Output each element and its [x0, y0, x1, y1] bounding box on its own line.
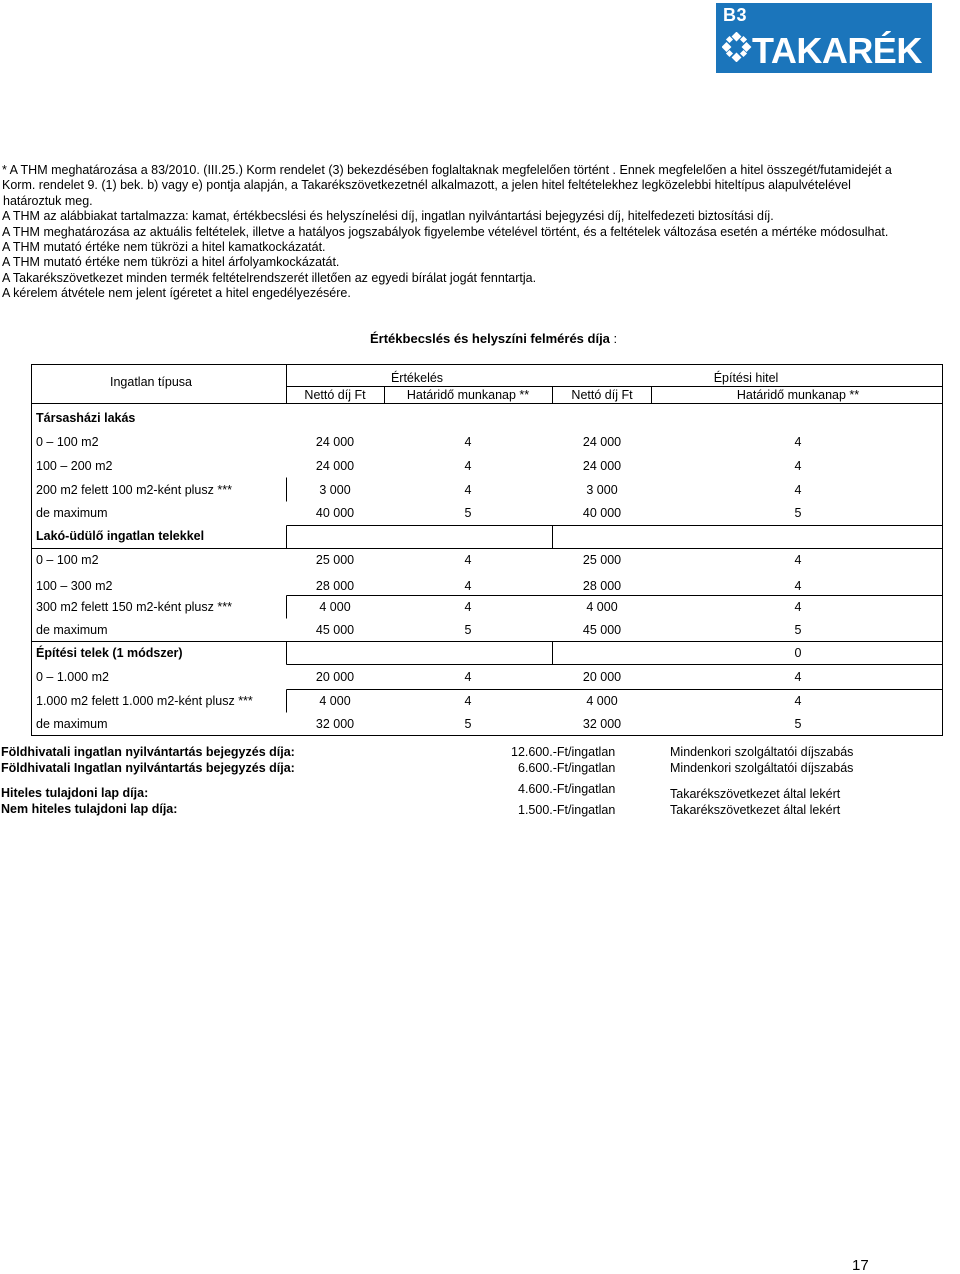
- fee-note: Mindenkori szolgáltatói díjszabás: [670, 761, 854, 775]
- fee-label: Hiteles tulajdoni lap díja:: [1, 786, 149, 800]
- cell-netto-2: 3 000: [586, 483, 618, 497]
- cell-netto-2: 25 000: [582, 553, 622, 567]
- cell-netto-1: 32 000: [315, 717, 355, 731]
- fee-note: Takarékszövetkezet által lekért: [670, 803, 841, 817]
- row-label: 100 – 300 m2: [36, 579, 113, 593]
- header-group-epitesi-hitel: Építési hitel: [713, 371, 779, 385]
- cell-hatarido-2: 0: [794, 646, 802, 660]
- cell-hatarido-2: 4: [794, 600, 802, 614]
- logo-mark-icon: [722, 32, 752, 62]
- note-line: A THM mutató értéke nem tükrözi a hitel árfolyamkockázatát.: [2, 255, 340, 270]
- cell-hatarido-2: 4: [794, 694, 802, 708]
- row-label: 100 – 200 m2: [36, 459, 113, 473]
- cell-netto-2: 24 000: [582, 435, 622, 449]
- cell-netto-1: 4 000: [319, 694, 351, 708]
- cell-netto-1: 4 000: [319, 600, 351, 614]
- note-line: határoztuk meg.: [3, 193, 93, 208]
- row-label: de maximum: [36, 506, 108, 520]
- fee-amount: 4.600.-Ft/ingatlan: [518, 782, 616, 796]
- cell-hatarido-2: 4: [794, 435, 802, 449]
- cell-hatarido-1: 4: [464, 435, 472, 449]
- cell-netto-1: 28 000: [315, 579, 355, 593]
- note-line: A THM mutató értéke nem tükrözi a hitel kamatkockázatát.: [2, 240, 326, 255]
- cell-hatarido-2: 4: [794, 459, 802, 473]
- cell-hatarido-2: 4: [794, 670, 802, 684]
- cell-netto-1: 45 000: [315, 623, 355, 637]
- heading-title: Értékbecslés és helyszíni felmérés díja: [370, 331, 610, 346]
- cell-hatarido-1: 4: [464, 579, 472, 593]
- fee-amount: 6.600.-Ft/ingatlan: [518, 761, 616, 775]
- cell-netto-2: 4 000: [586, 600, 618, 614]
- cell-netto-2: 24 000: [582, 459, 622, 473]
- row-label: 0 – 1.000 m2: [36, 670, 109, 684]
- header-ingatlan-tipusa: Ingatlan típusa: [110, 375, 193, 389]
- fee-table-heading: [370, 331, 617, 346]
- row-label: 300 m2 felett 150 m2-ként plusz ***: [36, 600, 232, 614]
- cell-netto-2: 45 000: [582, 623, 622, 637]
- cell-hatarido-1: 5: [464, 623, 472, 637]
- cell-hatarido-2: 5: [794, 506, 802, 520]
- row-label: 0 – 100 m2: [36, 553, 99, 567]
- note-line: A Takarékszövetkezet minden termék feltételrendszerét illetően az egyedi bírálat jogát fenntartja.: [2, 270, 537, 285]
- note-line: A THM meghatározása az aktuális feltételek, illetve a hatályos jogszabályok figyelembe vételével történt, és a feltételek változása esetén a mértéke módosulhat.: [2, 224, 889, 239]
- note-line: A THM az alábbiakat tartalmazza: kamat, értékbecslési és helyszínelési díj, ingatlan nyilvántartási bejegyzési díj, hitelfedezeti biztosítási díj.: [2, 209, 774, 224]
- cell-netto-2: 4 000: [586, 694, 618, 708]
- logo-b3-text: B3: [723, 5, 748, 25]
- page-number: 17: [852, 1257, 869, 1274]
- cell-hatarido-1: 4: [464, 459, 472, 473]
- row-label: de maximum: [36, 623, 108, 637]
- cell-hatarido-2: 4: [794, 579, 802, 593]
- cell-hatarido-2: 4: [794, 553, 802, 567]
- cell-hatarido-2: 5: [794, 623, 802, 637]
- cell-hatarido-1: 4: [464, 694, 472, 708]
- cell-hatarido-1: 4: [464, 553, 472, 567]
- row-label: Társasházi lakás: [36, 411, 136, 425]
- note-line: A kérelem átvétele nem jelent ígéretet a hitel engedélyezésére.: [2, 286, 351, 301]
- cell-netto-2: 40 000: [582, 506, 622, 520]
- note-line: * A THM meghatározása a 83/2010. (III.25.) Korm rendelet (3) bekezdésében foglaltaknak megfelelően történt . Ennek megfelelően a hitel összegét/futamidejét a: [2, 163, 892, 177]
- fee-label: Földhivatali Ingatlan nyilvántartás bejegyzés díja:: [1, 761, 295, 775]
- row-label: 200 m2 felett 100 m2-ként plusz ***: [36, 483, 232, 497]
- fee-amount: 12.600.-Ft/ingatlan: [511, 745, 616, 759]
- header-col-hatarido-2: Határidő munkanap **: [736, 388, 860, 402]
- cell-netto-1: 40 000: [315, 506, 355, 520]
- fee-note: Mindenkori szolgáltatói díjszabás: [670, 745, 854, 759]
- cell-netto-1: 24 000: [315, 459, 355, 473]
- fee-label: Földhivatali ingatlan nyilvántartás bejegyzés díja:: [1, 745, 295, 759]
- header-group-ertekeles: Értékelés: [390, 371, 444, 385]
- cell-netto-2: 20 000: [582, 670, 622, 684]
- row-label: de maximum: [36, 717, 108, 731]
- header-col-netto-2: Nettó díj Ft: [571, 388, 633, 402]
- header-col-netto-1: Nettó díj Ft: [304, 388, 366, 402]
- cell-hatarido-1: 5: [464, 506, 472, 520]
- cell-hatarido-1: 4: [464, 670, 472, 684]
- note-line: Korm. rendelet 9. (1) bek. b) vagy e) pontja alapján, a Takarékszövetkezetnél alkalmazott, a jelen hitel feltételekhez legközelebbi hiteltípus alapulvételével: [2, 178, 851, 193]
- row-label: Építési telek (1 módszer): [36, 646, 183, 660]
- header-col-hatarido-1: Határidő munkanap **: [406, 388, 530, 402]
- fee-note: Takarékszövetkezet által lekért: [670, 787, 841, 801]
- cell-hatarido-1: 5: [464, 717, 472, 731]
- cell-hatarido-1: 4: [464, 483, 472, 497]
- heading-colon: :: [609, 331, 618, 346]
- cell-netto-1: 24 000: [315, 435, 355, 449]
- thm-notes: [2, 163, 958, 302]
- cell-netto-1: 3 000: [319, 483, 351, 497]
- fee-label: Nem hiteles tulajdoni lap díja:: [1, 802, 178, 816]
- row-label: 1.000 m2 felett 1.000 m2-ként plusz ***: [36, 694, 253, 708]
- cell-netto-2: 32 000: [582, 717, 622, 731]
- cell-netto-1: 20 000: [315, 670, 355, 684]
- cell-hatarido-2: 4: [794, 483, 802, 497]
- logo-brand-text: TAKARÉK: [752, 30, 922, 71]
- takarek-logo: [716, 3, 932, 73]
- cell-netto-2: 28 000: [582, 579, 622, 593]
- row-label: 0 – 100 m2: [36, 435, 99, 449]
- fee-amount: 1.500.-Ft/ingatlan: [518, 803, 616, 817]
- cell-netto-1: 25 000: [315, 553, 355, 567]
- cell-hatarido-1: 4: [464, 600, 472, 614]
- cell-hatarido-2: 5: [794, 717, 802, 731]
- row-label: Lakó-üdülő ingatlan telekkel: [36, 529, 205, 543]
